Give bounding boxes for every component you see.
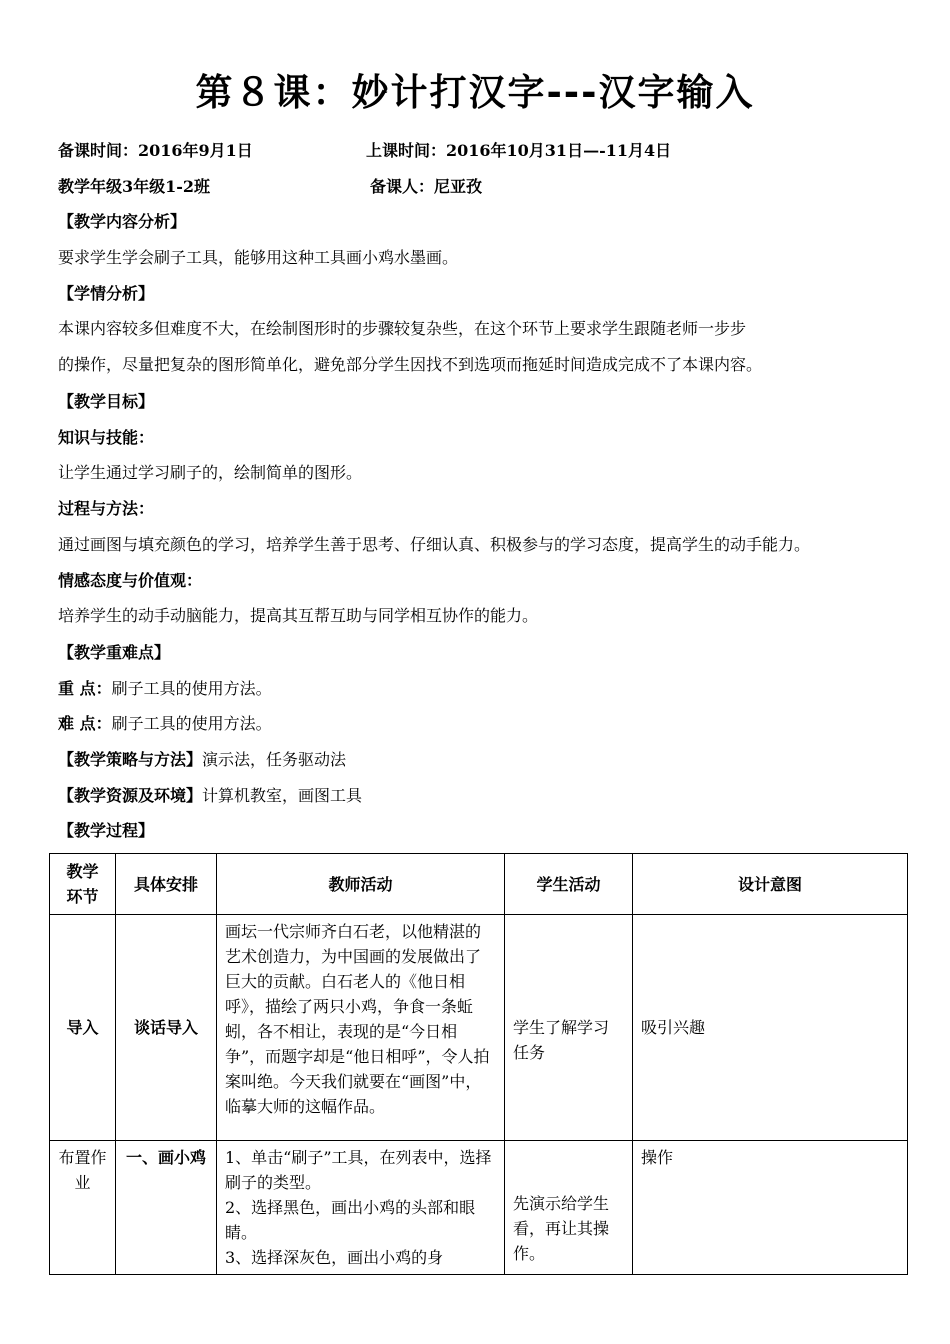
- row1-teacher-activity: 画坛一代宗师齐白石老，以他精湛的艺术创造力，为中国画的发展做出了巨大的贡献。白石老人的《他日相呼》，描绘了两只小鸡，争食一条蚯蚓，各不相让，表现的是“今日相争”，而题字却是“他日相呼”，令人拍案叫绝。今天我们就要在“画图”中，临摹大师的这幅作品。: [217, 915, 505, 1141]
- strategy-line: [58, 749, 346, 771]
- key-points-heading: 【教学重难点】: [58, 643, 171, 662]
- row2-teacher-step2: 2、选择黑色，画出小鸡的头部和眼睛。: [225, 1198, 476, 1242]
- resources-text: 计算机教室，画图工具: [202, 786, 363, 805]
- table-row: [50, 1141, 908, 1275]
- row2-teacher-step3: 3、选择深灰色，画出小鸡的身: [225, 1248, 444, 1267]
- header-teacher-activity: 教师活动: [217, 854, 505, 915]
- strategy-heading: 【教学策略与方法】: [58, 750, 203, 769]
- table-header-row: [50, 854, 908, 915]
- emotion-heading: 情感态度与价值观：: [58, 571, 203, 590]
- header-arrangement: 具体安排: [116, 854, 217, 915]
- row1-arrangement: 谈话导入: [116, 915, 217, 1141]
- difficulty-text: 刷子工具的使用方法。: [111, 714, 272, 733]
- learner-analysis-line2: 的操作，尽量把复杂的图形简单化，避免部分学生因找不到选项而拖延时间造成完成不了本课内容。: [58, 355, 763, 374]
- grade: 教学年级3年级1-2班: [58, 177, 211, 196]
- prep-time: 备课时间：2016年9月1日: [58, 141, 253, 160]
- key-point-label: 重 点：: [58, 679, 112, 698]
- row2-arrangement: 一、画小鸡: [116, 1141, 217, 1275]
- page-title: 第８课：妙计打汉字---汉字输入: [195, 71, 755, 114]
- resources-heading: 【教学资源及环境】: [58, 786, 203, 805]
- resources-line: [58, 785, 362, 807]
- knowledge-heading: 知识与技能：: [58, 428, 155, 447]
- process-text: 通过画图与填充颜色的学习，培养学生善于思考、仔细认真、积极参与的学习态度，提高学生的动手能力。: [58, 535, 811, 554]
- key-point-line: [58, 678, 272, 700]
- learner-analysis-line1: 本课内容较多但难度不大，在绘制图形时的步骤较复杂些，在这个环节上要求学生跟随老师一步步: [58, 319, 747, 338]
- preparer: 备课人：尼亚孜: [370, 177, 483, 196]
- difficulty-label: 难 点：: [58, 714, 112, 733]
- table-row: [50, 915, 908, 1141]
- teaching-process-table: [49, 853, 908, 1275]
- header-student-activity: 学生活动: [505, 854, 633, 915]
- content-analysis-heading: 【教学内容分析】: [58, 212, 187, 231]
- content-analysis-text: 要求学生学会刷子工具，能够用这种工具画小鸡水墨画。: [58, 248, 459, 267]
- row2-stage: 布置作业: [50, 1141, 116, 1275]
- emotion-text: 培养学生的动手动脑能力，提高其互帮互助与同学相互协作的能力。: [58, 606, 539, 625]
- strategy-text: 演示法，任务驱动法: [202, 750, 347, 769]
- row1-stage: 导入: [50, 915, 116, 1141]
- knowledge-text: 让学生通过学习刷子的，绘制简单的图形。: [58, 463, 363, 482]
- row1-design-intent: 吸引兴趣: [633, 915, 908, 1141]
- row2-student-activity: 先演示给学生看，再让其操作。: [505, 1141, 633, 1275]
- header-stage: 教学环节: [50, 854, 116, 915]
- process-table-heading: 【教学过程】: [58, 821, 155, 840]
- learner-analysis-heading: 【学情分析】: [58, 284, 155, 303]
- key-point-text: 刷子工具的使用方法。: [111, 679, 272, 698]
- process-heading: 过程与方法：: [58, 499, 155, 518]
- row2-design-intent: 操作: [633, 1141, 908, 1275]
- difficulty-line: [58, 713, 272, 735]
- row2-teacher-step1: 1、单击“刷子”工具，在列表中，选择刷子的类型。: [225, 1148, 492, 1192]
- header-design-intent: 设计意图: [633, 854, 908, 915]
- row2-teacher-activity: [217, 1141, 505, 1275]
- row1-student-activity: 学生了解学习任务: [505, 915, 633, 1141]
- class-time: 上课时间：2016年10月31日—-11月4日: [366, 141, 672, 160]
- goals-heading: 【教学目标】: [58, 392, 155, 411]
